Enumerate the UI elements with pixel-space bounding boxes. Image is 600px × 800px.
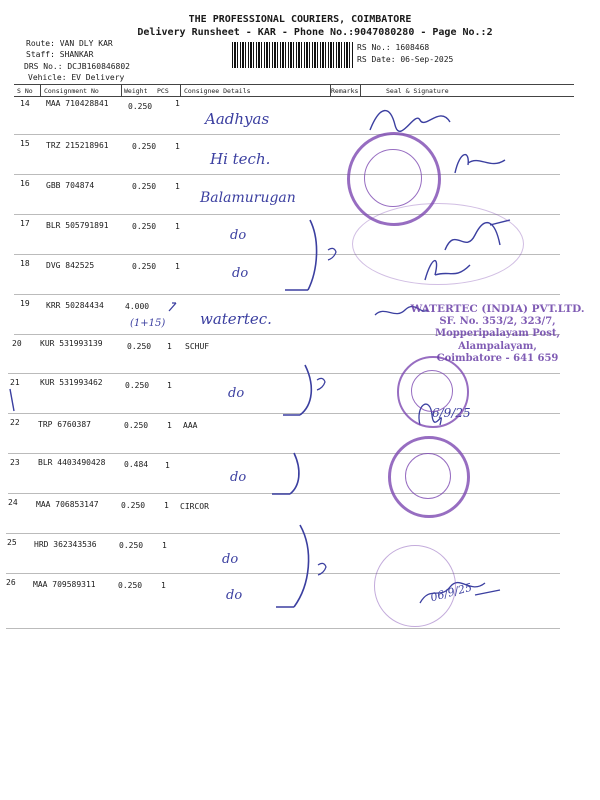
- row-divider: [14, 134, 560, 135]
- company-stamp: [388, 436, 470, 518]
- signature: [450, 145, 510, 180]
- row-pcs: 1: [164, 501, 169, 510]
- drs-number: DRS No.: DCJB160846802: [24, 62, 130, 71]
- table-bottom-rule: [6, 628, 560, 629]
- rs-number: RS No.: 1608468: [357, 43, 430, 52]
- handwriting-consignee: Balamurugan: [200, 190, 296, 206]
- row-pcs: 1: [175, 182, 180, 191]
- col-header-consignment: Consignment No: [44, 87, 99, 95]
- table-top-rule: [14, 84, 574, 85]
- col-header-sno: S No: [17, 87, 33, 95]
- row-consignment: TRP 6760387: [38, 420, 91, 429]
- row-consignment: DVG 842525: [46, 261, 95, 270]
- col-header-weight: Weight: [124, 87, 148, 95]
- row-sno: 14: [20, 99, 30, 108]
- row-consignment: MAA 709589311: [33, 580, 96, 589]
- row-sno: 17: [20, 219, 30, 228]
- handwriting-consignee: watertec.: [200, 310, 272, 328]
- row-consignment: KRR 50284434: [46, 301, 104, 310]
- row-sno: 21: [10, 378, 20, 387]
- ditto-bracket: [275, 360, 335, 420]
- handwriting-ditto: do: [230, 470, 247, 485]
- row-pcs: 1: [175, 262, 180, 271]
- row-sno: 16: [20, 179, 30, 188]
- faded-stamp: [352, 203, 524, 285]
- col-header-consignee: Consignee Details: [184, 87, 251, 95]
- handwriting-consignee: Hi tech.: [210, 150, 271, 168]
- row-consignment: KUR 531993462: [40, 378, 103, 387]
- col-header-seal: Seal & Signature: [386, 87, 449, 95]
- row-pcs: 1: [175, 222, 180, 231]
- row-pcs: 1: [175, 142, 180, 151]
- col-header-remarks: Remarks: [331, 87, 359, 95]
- table-header-rule: [14, 96, 574, 97]
- vehicle-label: Vehicle: EV Delivery: [28, 73, 125, 82]
- row-weight: 0.250: [119, 541, 144, 550]
- handwriting-ditto: do: [232, 266, 249, 281]
- row-weight: 4.000: [125, 302, 150, 311]
- row-weight: 0.250: [128, 102, 153, 111]
- row-weight: 0.250: [132, 222, 157, 231]
- row-consignment: MAA 710428841: [46, 99, 109, 108]
- col-sep: [40, 84, 41, 96]
- row-pcs: 1: [167, 381, 172, 390]
- row-weight: 0.250: [127, 342, 152, 351]
- row-pcs: 1: [162, 541, 167, 550]
- col-sep: [121, 84, 122, 96]
- col-sep: [180, 84, 181, 96]
- row-weight: 0.250: [125, 381, 150, 390]
- row-consignee: AAA: [183, 421, 198, 430]
- company-stamp: [397, 356, 469, 428]
- rs-date: RS Date: 06-Sep-2025: [357, 55, 454, 64]
- row-weight: 0.250: [132, 182, 157, 191]
- row-consignee: SCHUF: [185, 342, 210, 351]
- route-label: Route: VAN DLY KAR: [26, 39, 113, 48]
- row-consignment: GBB 704874: [46, 181, 95, 190]
- handwriting-ditto: do: [222, 552, 239, 567]
- row-weight: 0.250: [118, 581, 143, 590]
- row-pcs: 1: [167, 421, 172, 430]
- row-consignment: MAA 706853147: [36, 500, 99, 509]
- row-weight: 0.250: [132, 142, 157, 151]
- row-sno: 24: [8, 498, 18, 507]
- row-sno: 19: [20, 299, 30, 308]
- row-sno: 15: [20, 139, 30, 148]
- barcode: [232, 42, 354, 68]
- row-pcs: 1: [165, 461, 170, 470]
- row-sno: 23: [10, 458, 20, 467]
- stamp-firm: WATERTEC (INDIA) PVT.LTD.: [410, 303, 585, 315]
- handwriting-ditto: do: [230, 228, 247, 243]
- row-consignment: KUR 531993139: [40, 339, 103, 348]
- row-weight: 0.484: [124, 460, 149, 469]
- runsheet-subtitle: Delivery Runsheet - KAR - Phone No.:9047080280 - Page No.:2: [137, 27, 493, 38]
- row-pcs: 1: [161, 581, 166, 590]
- row-sno: 18: [20, 259, 30, 268]
- staff-label: Staff: SHANKAR: [26, 50, 94, 59]
- stamp-line: Alampalayam,: [458, 340, 537, 352]
- stamp-line: Mopperipalayam Post,: [435, 328, 560, 339]
- margin-tick: [4, 385, 24, 415]
- handwriting-date: 6/9/25: [432, 406, 471, 420]
- ditto-bracket: [270, 515, 340, 615]
- ditto-bracket: [268, 448, 318, 498]
- row-sno: 26: [6, 578, 16, 587]
- company-name: THE PROFESSIONAL COURIERS, COIMBATORE: [188, 14, 412, 25]
- row-sno: 22: [10, 418, 20, 427]
- row-consignment: HRD 362343536: [34, 540, 97, 549]
- table-row: [0, 99, 560, 137]
- pcs-mark: [166, 300, 180, 314]
- handwriting-ditto: do: [226, 588, 243, 603]
- stamp-line: Coimbatore - 641 659: [436, 353, 559, 364]
- row-consignee: CIRCOR: [180, 502, 209, 511]
- row-consignment: BLR 505791891: [46, 221, 109, 230]
- address-stamp: [410, 303, 585, 366]
- handwriting-date: 06/9/25: [429, 580, 474, 605]
- row-weight: 0.250: [124, 421, 149, 430]
- row-consignment: BLR 4403490428: [38, 458, 106, 467]
- row-pcs: 1: [175, 99, 180, 108]
- faded-stamp: [374, 545, 456, 627]
- stamp-line: SF. No. 353/2, 323/7,: [439, 315, 556, 327]
- row-sno: 25: [7, 538, 17, 547]
- handwriting-pcs-note: (1+15): [130, 318, 166, 329]
- handwriting-consignee: Aadhyas: [205, 110, 270, 128]
- row-weight: 0.250: [132, 262, 157, 271]
- row-consignment: TRZ 215218961: [46, 141, 109, 150]
- row-weight: 0.250: [121, 501, 146, 510]
- ditto-bracket: [280, 210, 350, 300]
- handwriting-ditto: do: [228, 386, 245, 401]
- col-header-pcs: PCS: [157, 87, 169, 95]
- row-sno: 20: [12, 339, 22, 348]
- col-sep: [360, 84, 361, 96]
- row-pcs: 1: [167, 342, 172, 351]
- col-sep: [330, 84, 331, 96]
